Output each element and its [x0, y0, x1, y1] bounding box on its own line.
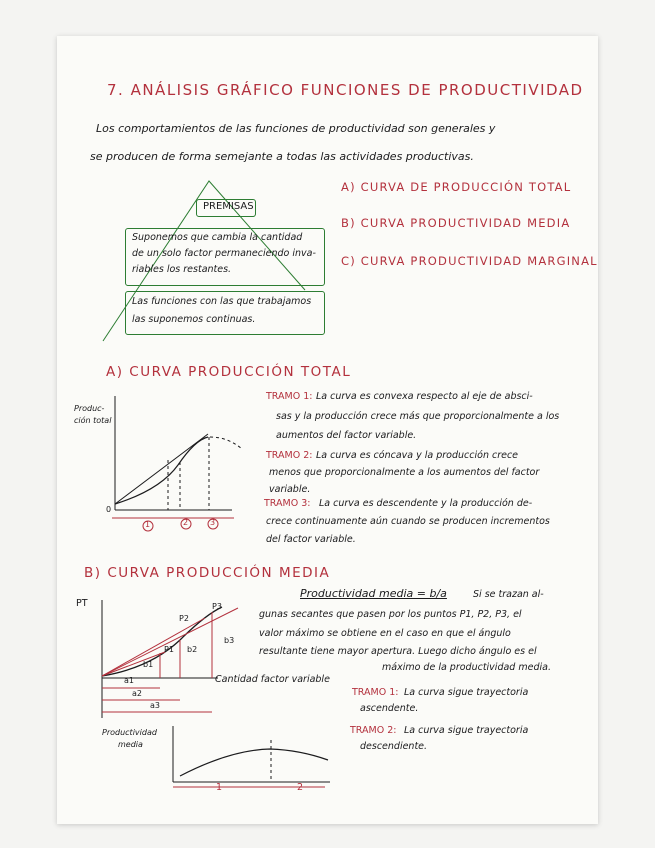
section-b-tramo1-line-2: ascendente. [360, 703, 419, 714]
section-b-a2: a2 [132, 689, 142, 698]
premisa-1-line-2: de un solo factor permaneciendo inva- [132, 248, 316, 259]
section-b-text-3: valor máximo se obtiene en el caso en que el ángulo [259, 628, 511, 639]
section-a-tramo2-line-3: variable. [269, 484, 311, 495]
curve-item-c: C) CURVA PRODUCTIVIDAD MARGINAL [341, 254, 598, 268]
section-b-bottom-ylabel-2: media [118, 740, 143, 749]
section-b-tramo2-label: TRAMO 2: [350, 725, 397, 736]
intro-line-1: Los comportamientos de las funciones de productividad son generales y [96, 122, 496, 135]
section-a-ylabel-1: Produc- [74, 404, 105, 413]
section-b-ylabel: PT [76, 598, 88, 609]
curve-item-b: B) CURVA PRODUCTIVIDAD MEDIA [341, 216, 571, 230]
section-a-tramo1-line-3: aumentos del factor variable. [276, 430, 417, 441]
section-a-tramo1-line-2: sas y la producción crece más que proporcionalmente a los [276, 411, 560, 422]
section-b-p3: P3 [212, 602, 222, 611]
curve-item-a: A) CURVA DE PRODUCCIÓN TOTAL [341, 180, 572, 194]
section-b-text-1: Si se trazan al- [473, 589, 544, 600]
section-b-bottom-zone-2: 2 [297, 782, 304, 793]
premisa-1-line-3: riables los restantes. [132, 264, 232, 275]
section-b-b3: b3 [224, 636, 235, 645]
page-title: 7. ANÁLISIS GRÁFICO FUNCIONES DE PRODUCTIVIDAD [107, 81, 584, 99]
premisas-label: PREMISAS [203, 201, 254, 212]
section-a-ylabel-2: ción total [74, 416, 112, 425]
section-b-tramo1-label: TRAMO 1: [352, 687, 399, 698]
section-a-tramo2-label: TRAMO 2: [266, 450, 313, 461]
section-b-b2: b2 [187, 645, 198, 654]
section-b-a1: a1 [124, 676, 134, 685]
section-b-a3: a3 [150, 701, 160, 710]
section-a-title: A) CURVA PRODUCCIÓN TOTAL [106, 364, 352, 380]
section-b-p1: P1 [164, 645, 174, 654]
section-a-tramo3-line-1: La curva es descendente y la producción de- [319, 498, 533, 509]
intro-line-2: se producen de forma semejante a todas las actividades productivas. [90, 150, 474, 163]
section-a-tramo1-label: TRAMO 1: [266, 391, 313, 402]
section-b-formula: Productividad media = b/a [300, 587, 447, 600]
section-a-origin: 0 [106, 505, 112, 514]
premisa-2-line-1: Las funciones con las que trabajamos [132, 296, 312, 307]
section-a-tramo2-line-1: La curva es cóncava y la producción crece [316, 450, 519, 461]
section-b-xlabel: Cantidad factor variable [215, 674, 330, 685]
section-a-zone-3: 3 [210, 518, 216, 527]
section-b-bottom-zone-1: 1 [216, 782, 223, 793]
section-b-tramo2-line-1: La curva sigue trayectoria [404, 725, 529, 736]
section-b-text-4: resultante tiene mayor apertura. Luego dicho ángulo es el [259, 646, 537, 657]
section-b-tramo1-line-1: La curva sigue trayectoria [404, 687, 529, 698]
section-b-text-5: máximo de la productividad media. [382, 662, 551, 673]
section-a-tramo3-line-3: del factor variable. [266, 534, 356, 545]
section-a-tramo3-line-2: crece continuamente aún cuando se producen incrementos [266, 516, 550, 527]
section-a-tramo3-label: TRAMO 3: [264, 498, 311, 509]
premisa-1-line-1: Suponemos que cambia la cantidad [132, 232, 303, 243]
section-b-tramo2-line-2: descendiente. [360, 741, 428, 752]
section-b-p2: P2 [179, 614, 189, 623]
section-a-zone-2: 2 [183, 518, 189, 527]
section-b-b1: b1 [143, 660, 154, 669]
section-b-title: B) CURVA PRODUCCIÓN MEDIA [84, 565, 331, 581]
section-a-zone-1: 1 [145, 520, 151, 529]
section-a-tramo1-line-1: La curva es convexa respecto al eje de absci- [316, 391, 533, 402]
section-b-bottom-ylabel-1: Productividad [102, 728, 157, 737]
premisa-2-line-2: las suponemos continuas. [132, 314, 256, 325]
section-b-text-2: gunas secantes que pasen por los puntos P1, P2, P3, el [259, 609, 522, 620]
section-a-tramo2-line-2: menos que proporcionalmente a los aumentos del factor [269, 467, 540, 478]
